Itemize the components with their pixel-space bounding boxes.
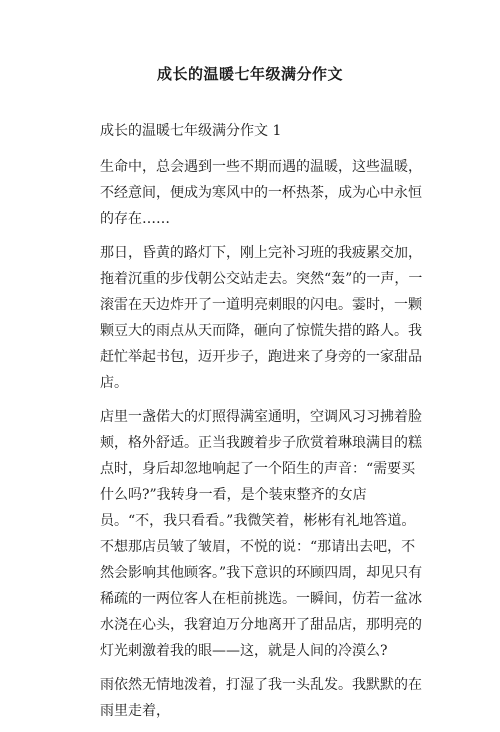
paragraph: 那日，昏黄的路灯下，刚上完补习班的我疲累交加，拖着沉重的步伐朝公交站走去。突然“轰”的一声，一滚雷在天边炸开了一道明亮刺眼的闪电。霎时，一颗颗豆大的雨点从天而降，砸向了惊慌失措的路人。我赶忙举起书包，迈开步子，跑进来了身旁的一家甜品店。 [100,245,423,391]
essay-subtitle: 成长的温暖七年级满分作文 1 [100,123,282,139]
paragraph: 店里一盏偌大的灯照得满室通明，空调风习习拂着脸颊，格外舒适。正当我踱着步子欣赏着琳琅满目的糕点时，身后却忽地响起了一个陌生的声音：“需要买什么吗?”我转身一看，是个装束整齐的女店员。“不，我只看看。”我微笑着，彬彬有礼地答道。不想那店员皱了皱眉，不悦的说：“那请出去吧，不然会影响其他顾客。”我下意识的环顾四周，却见只有稀疏的一两位客人在柜前挑选。一瞬间，仿若一盆冰水浇在心头，我窘迫万分地离开了甜品店，那明亮的灯光刺激着我的眼——这，就是人间的冷漠么? [100,409,423,659]
paragraph: 生命中，总会遇到一些不期而遇的温暖，这些温暖，不经意间，便成为寒风中的一杯热茶，成为心中永恒的存在…… [100,159,422,227]
document-title: 成长的温暖七年级满分作文 [156,65,343,83]
document-body [100,118,428,732]
paragraph: 雨依然无情地泼着，打湿了我一头乱发。我默默的在雨里走着， [100,677,422,719]
